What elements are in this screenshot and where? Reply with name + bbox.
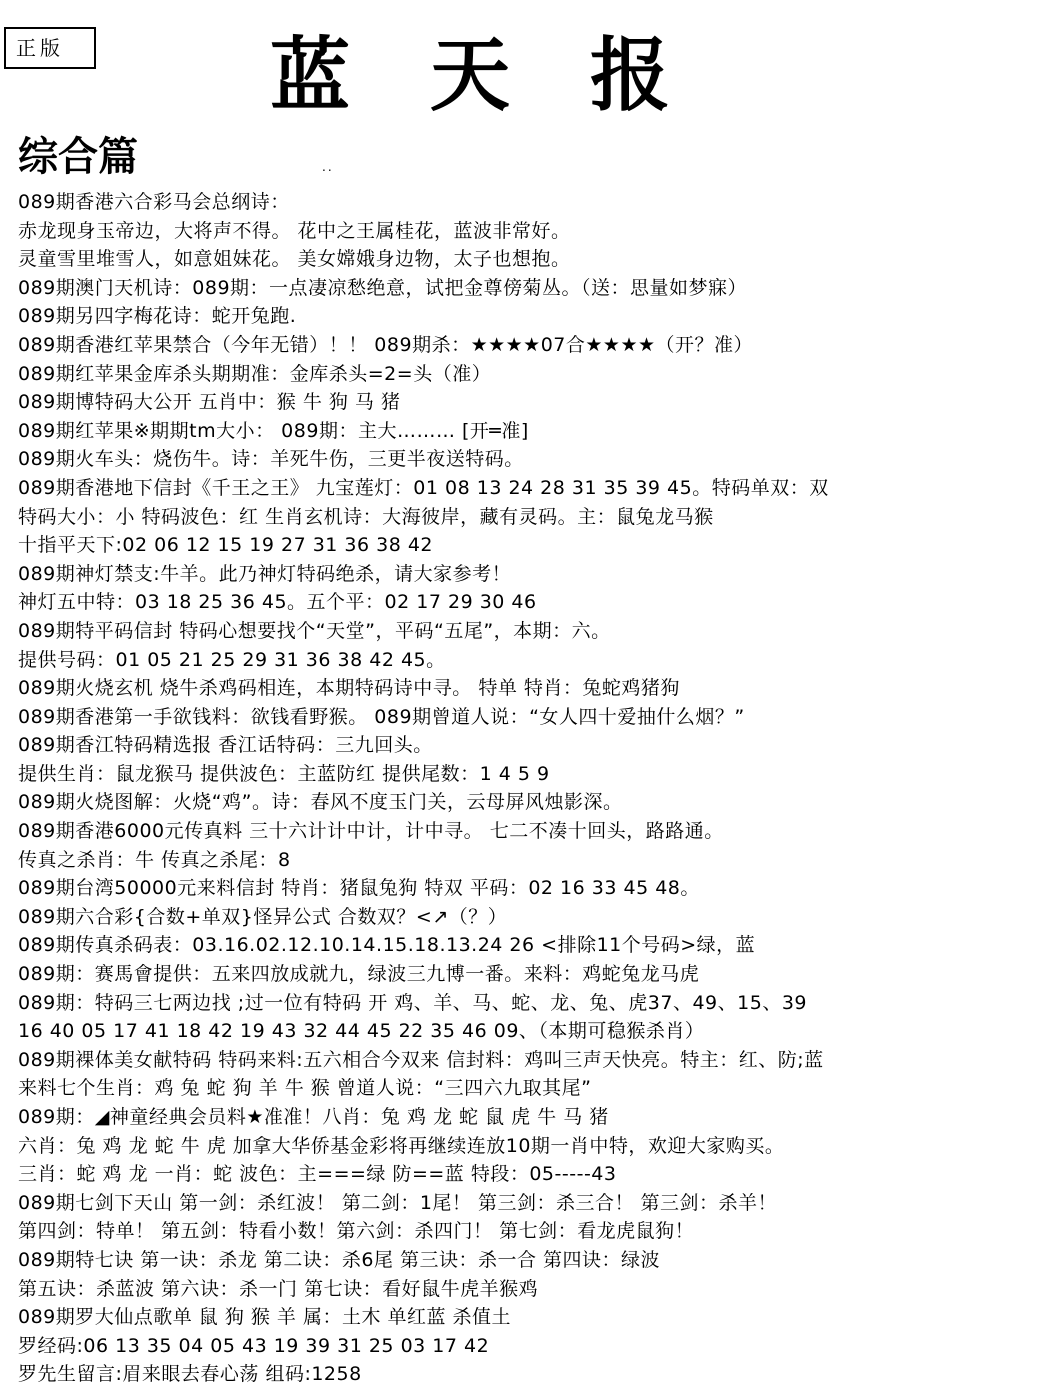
content-line: 089期神灯禁支:牛羊。此乃神灯特码绝杀，请大家参考！ bbox=[18, 562, 512, 585]
section-title: 综合篇 bbox=[18, 133, 138, 180]
content-line: 第五诀：杀蓝波 第六诀：杀一门 第七诀：看好鼠牛虎羊猴鸡 bbox=[18, 1277, 539, 1300]
content-line: 提供号码：01 05 21 25 29 31 36 38 42 45。 bbox=[18, 648, 446, 671]
content-line: 089期香港红苹果禁合（今年无错）！！ 089期杀：★★★★07合★★★★（开？准） bbox=[18, 333, 754, 356]
content-line: 六肖：兔 鸡 龙 蛇 牛 虎 加拿大华侨基金彩将再继续连放10期一肖中特，欢迎大家购买。 bbox=[18, 1134, 785, 1157]
content-line: 089期火烧图解：火烧“鸡”。诗：春风不度玉门关，云母屏风烛影深。 bbox=[18, 791, 623, 814]
content-line: 089期传真杀码表：03.16.02.12.10.14.15.18.13.24 26 <排除11个号码>绿，蓝 bbox=[18, 934, 756, 957]
content-line: 089期香港六合彩马会总纲诗： bbox=[18, 191, 290, 213]
content-line: 089期火烧玄机 烧牛杀鸡码相连，本期特码诗中寻。 特单 特肖：兔蛇鸡猪狗 bbox=[18, 677, 680, 700]
content-line: 传真之杀肖：牛 传真之杀尾：8 bbox=[18, 848, 291, 871]
masthead-title: 蓝天报 bbox=[270, 28, 750, 122]
content-line: 三肖：蛇 鸡 龙 一肖：蛇 波色：主===绿 防==蓝 特段：05-----43 bbox=[18, 1163, 617, 1186]
content-line: 089期特七诀 第一诀：杀龙 第二诀：杀6尾 第三诀：杀一合 第四诀：绿波 bbox=[18, 1248, 661, 1271]
content-line: 089期博特码大公开 五肖中：猴 牛 狗 马 猪 bbox=[18, 391, 401, 414]
content-line: 十指平天下:02 06 12 15 19 27 31 36 38 42 bbox=[18, 534, 434, 557]
content-line: 089期香港第一手欲钱料：欲钱看野猴。 089期曾道人说：“女人四十爱抽什么烟？” bbox=[18, 705, 745, 728]
content-line: 089期七剑下天山 第一剑：杀红波！ 第二剑：1尾！ 第三剑：杀三合！ 第三剑：杀羊！ bbox=[18, 1191, 778, 1214]
content-line: 089期裸体美女献特码 特码来料:五六相合今双来 信封料：鸡叫三声天快亮。特主：红、防;蓝 bbox=[18, 1048, 824, 1071]
content-line: 089期火车头：烧伤牛。诗：羊死牛伤，三更半夜送特码。 bbox=[18, 448, 524, 471]
content-line: 赤龙现身玉帝边，大将声不得。 花中之王属桂花，蓝波非常好。 bbox=[18, 219, 571, 242]
content-line: 089期另四字梅花诗：蛇开兔跑. bbox=[18, 305, 297, 328]
decorative-dots: .. bbox=[322, 160, 334, 174]
content-line: 089期香港6000元传真料 三十六计计中计，计中寻。 七二不凑十回头，路路通。 bbox=[18, 820, 724, 843]
content-line: 089期香江特码精选报 香江话特码：三九回头。 bbox=[18, 734, 433, 757]
content-line: 089期红苹果※期期tm大小： 089期：主大……… [开═准] bbox=[18, 419, 529, 442]
content-line: 16 40 05 17 41 18 42 19 43 32 44 45 22 35 46 09、（本期可稳猴杀肖） bbox=[18, 1020, 705, 1043]
content-line: 089期六合彩{合数+单双}怪异公式 合数双？<↗（？） bbox=[18, 905, 508, 928]
content-line: 089期罗大仙点歌单 鼠 狗 猴 羊 属：土木 单红蓝 杀值土 bbox=[18, 1306, 512, 1329]
content-line: 089期台湾50000元来料信封 特肖：猪鼠兔狗 特双 平码：02 16 33 45 48。 bbox=[18, 877, 700, 900]
content-line: 灵童雪里堆雪人，如意姐妹花。 美女嫦娥身边物，太子也想抱。 bbox=[18, 248, 571, 271]
content-line: 罗先生留言:眉来眼去春心荡 组码:1258 bbox=[18, 1363, 362, 1386]
content-line: 089期：◢神童经典会员料★准准！八肖：兔 鸡 龙 蛇 鼠 虎 牛 马 猪 bbox=[18, 1106, 609, 1128]
content-line: 089期特平码信封 特码心想要找个“天堂”，平码“五尾”，本期：六。 bbox=[18, 619, 611, 642]
content-line: 089期：赛馬會提供：五来四放成就九，绿波三九博一番。来料：鸡蛇兔龙马虎 bbox=[18, 963, 700, 986]
content-line: 第四剑：特单！ 第五剑：特看小数！第六剑：杀四门！ 第七剑：看龙虎鼠狗！ bbox=[18, 1220, 695, 1243]
content-line: 提供生肖：鼠龙猴马 提供波色：主蓝防红 提供尾数：1 4 5 9 bbox=[18, 762, 550, 785]
content-lines bbox=[18, 188, 1058, 1389]
content-line: 特码大小：小 特码波色：红 生肖玄机诗：大海彼岸，藏有灵码。主：鼠兔龙马猴 bbox=[18, 505, 714, 528]
content-line: 089期香港地下信封《千王之王》 九宝莲灯：01 08 13 24 28 31 35 39 45。特码单双：双 bbox=[18, 476, 829, 499]
content-line: 罗经码:06 13 35 04 05 43 19 39 31 25 03 17 42 bbox=[18, 1334, 490, 1357]
content-line: 神灯五中特：03 18 25 36 45。五个平：02 17 29 30 46 bbox=[18, 591, 537, 614]
content-line: 089期：特码三七两边找 ;过一位有特码 开 鸡、羊、马、蛇、龙、兔、虎37、49、15、39 bbox=[18, 991, 807, 1014]
content-line: 089期澳门天机诗：089期：一点凄凉愁绝意，试把金尊傍菊丛。（送：思量如梦寐） bbox=[18, 276, 748, 299]
content-line: 089期红苹果金库杀头期期准：金库杀头=2=头（准） bbox=[18, 362, 492, 385]
content-line: 来料七个生肖：鸡 兔 蛇 狗 羊 牛 猴 曾道人说：“三四六九取其尾” bbox=[18, 1077, 592, 1100]
edition-badge: 正版 bbox=[4, 27, 96, 69]
